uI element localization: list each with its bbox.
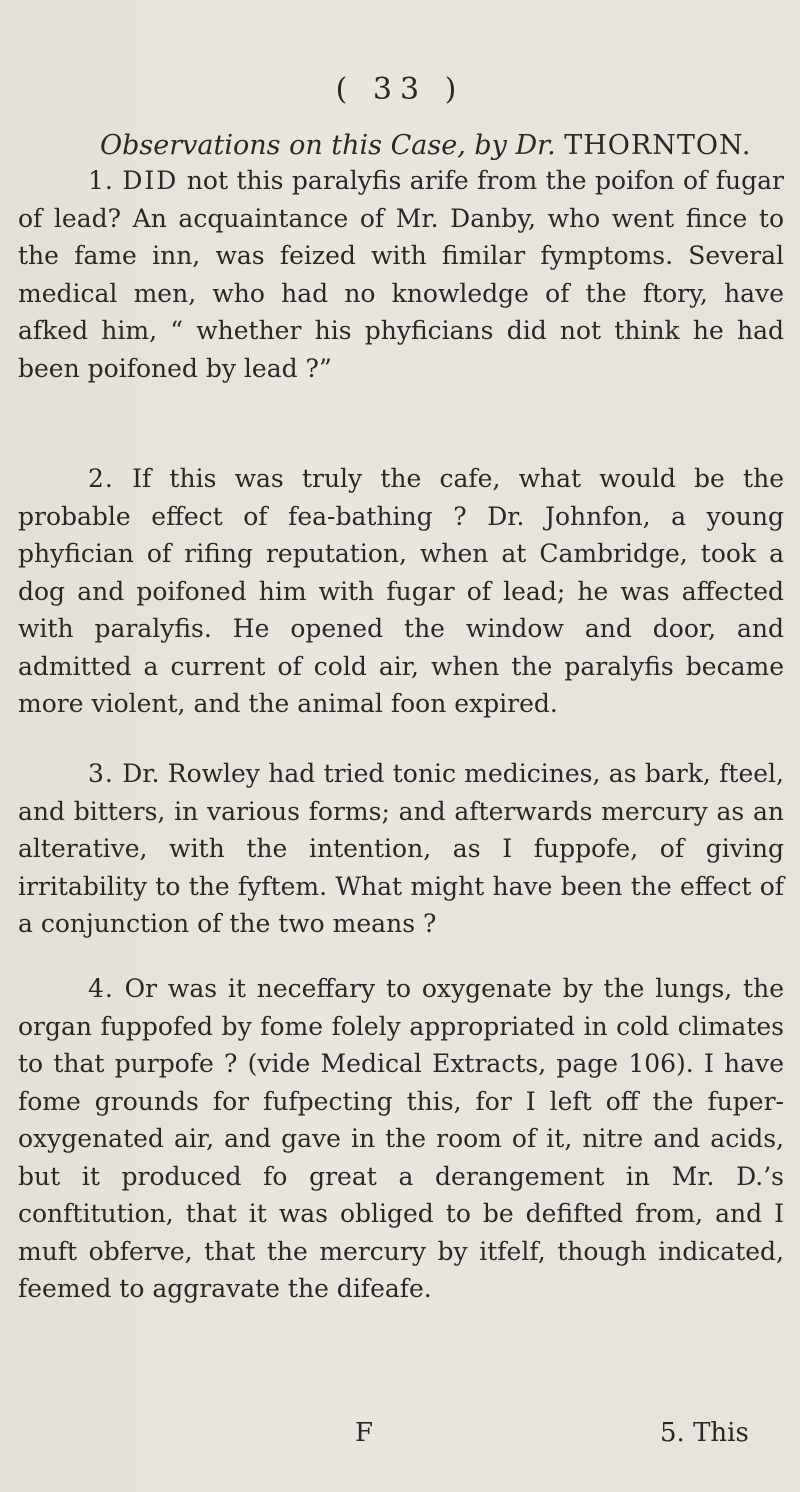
paragraph-text: was it neceffary to oxygenate by the lungs, the organ fuppofed by fome folely appropriated in cold climates to that purpofe ? (vide Medical Extracts, page 106). I have fome grounds for fufpecting this, for I left off the fuper-oxygenated air, and gave in the room of it, nitre and acids, but it produced fo great a derangement in Mr. D.’s conftitution, that it was obliged to be defifted from, and I muft obferve, that the mercury by itfelf, though indicated, feemed to aggravate the difeafe. [18, 974, 784, 1303]
paragraph-number: 1. [88, 166, 114, 195]
paragraph-3 [18, 755, 784, 943]
section-heading [100, 130, 752, 161]
heading-text: Observations on this Case, by Dr. [100, 130, 565, 161]
paragraph-text: Rowley had tried tonic medicines, as bark, fteel, and bitters, in various forms; and afterwards mercury as an alterative, with the intention, as I fuppofe, of giving irritability to the fyftem. What might have been the effect of a conjunction of the two means ? [18, 759, 784, 938]
paragraph-text: this was truly the cafe, what would be the probable effect of fea-bathing ? Dr. Johnfon, a young phyfician of rifing reputation, when at Cambridge, took a dog and poifoned him with fugar of lead; he was affected with paralyfis. He opened the window and door, and admitted a current of cold air, when the paralyfis became more violent, and the animal foon expired. [18, 464, 784, 718]
paragraph-number: 3. [88, 759, 114, 788]
paragraph-text: not this paralyfis arife from the poifon of fugar of lead? An acquaintance of Mr. Danby, who went fince to the fame inn, was feized with fimilar fymptoms. Several medical men, who had no knowledge of the ftory, have afked him, “ whether his phyficians did not think he had been poifoned by lead ?” [18, 166, 784, 383]
catchword: 5. This [660, 1418, 749, 1448]
paragraph-2 [18, 460, 784, 723]
paragraph-lead-word: Or [124, 974, 158, 1003]
paragraph-number: 4. [88, 974, 114, 1003]
paragraph-4 [18, 970, 784, 1308]
paragraph-lead-word: If [132, 464, 152, 493]
paragraph-number: 2. [88, 464, 114, 493]
paragraph-lead-word: DID [122, 166, 179, 195]
page-number: ( 33 ) [335, 72, 465, 107]
signature-mark: F [355, 1418, 374, 1448]
paragraph-lead-word: Dr. [122, 759, 160, 788]
paragraph-1 [18, 162, 784, 387]
heading-author: THORNTON. [564, 130, 752, 161]
